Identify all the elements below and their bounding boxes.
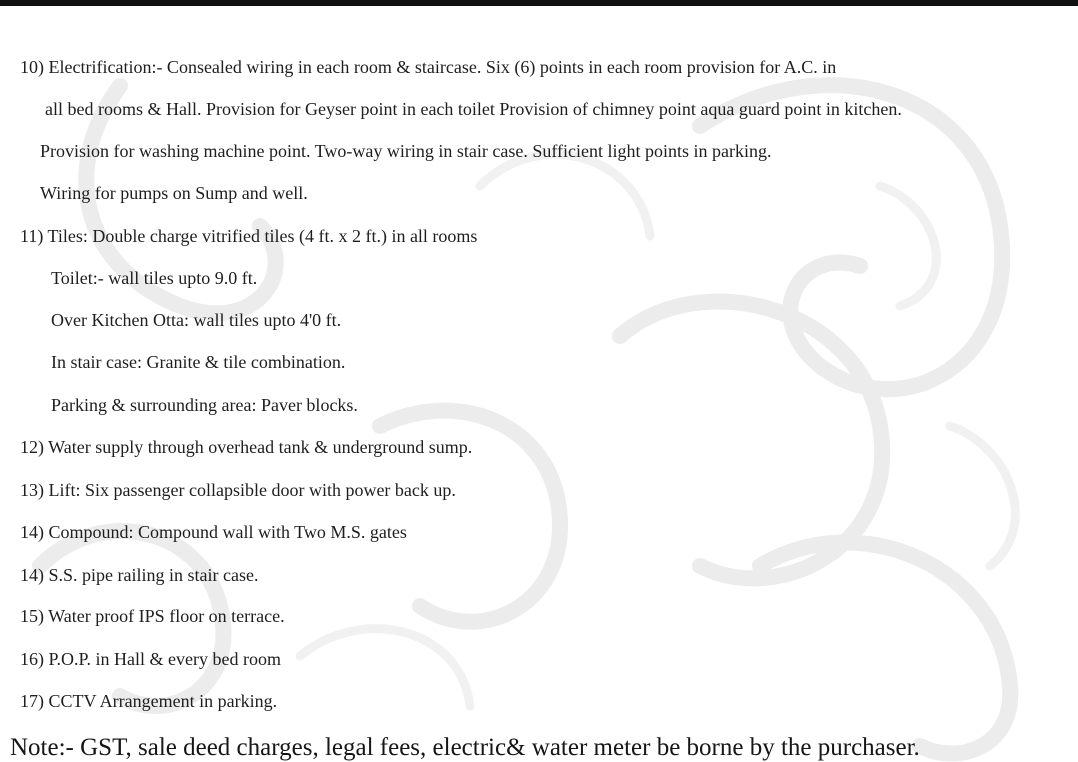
item-11-toilet: Toilet:- wall tiles upto 9.0 ft. [51, 268, 258, 288]
item-11-kitchen: Over Kitchen Otta: wall tiles upto 4'0 ft. [51, 310, 342, 330]
item-17: 17) CCTV Arrangement in parking. [20, 691, 278, 711]
item-13: 13) Lift: Six passenger collapsible door with power back up. [20, 480, 456, 500]
item-15: 15) Water proof IPS floor on terrace. [20, 606, 285, 626]
item-14-compound: 14) Compound: Compound wall with Two M.S. gates [20, 522, 407, 542]
item-14-railing: 14) S.S. pipe railing in stair case. [20, 565, 259, 585]
item-12: 12) Water supply through overhead tank & underground sump. [20, 437, 473, 457]
item-10-line-2: all bed rooms & Hall. Provision for Geyser point in each toilet Provision of chimney point aqua guard point in kitchen. [45, 99, 902, 119]
item-11-stair: In stair case: Granite & tile combination. [51, 352, 346, 372]
purchaser-note: Note:- GST, sale deed charges, legal fees, electric& water meter be borne by the purchaser. [10, 734, 920, 761]
item-16: 16) P.O.P. in Hall & every bed room [20, 649, 281, 669]
item-10-line-4: Wiring for pumps on Sump and well. [40, 183, 308, 203]
item-11-parking: Parking & surrounding area: Paver blocks. [51, 395, 358, 415]
item-10-line-1: 10) Electrification:- Consealed wiring in each room & staircase. Six (6) points in each room provision for A.C. in [20, 57, 837, 77]
item-11-line-1: 11) Tiles: Double charge vitrified tiles (4 ft. x 2 ft.) in all rooms [20, 226, 478, 246]
item-10-line-3: Provision for washing machine point. Two-way wiring in stair case. Sufficient light points in parking. [40, 141, 772, 161]
